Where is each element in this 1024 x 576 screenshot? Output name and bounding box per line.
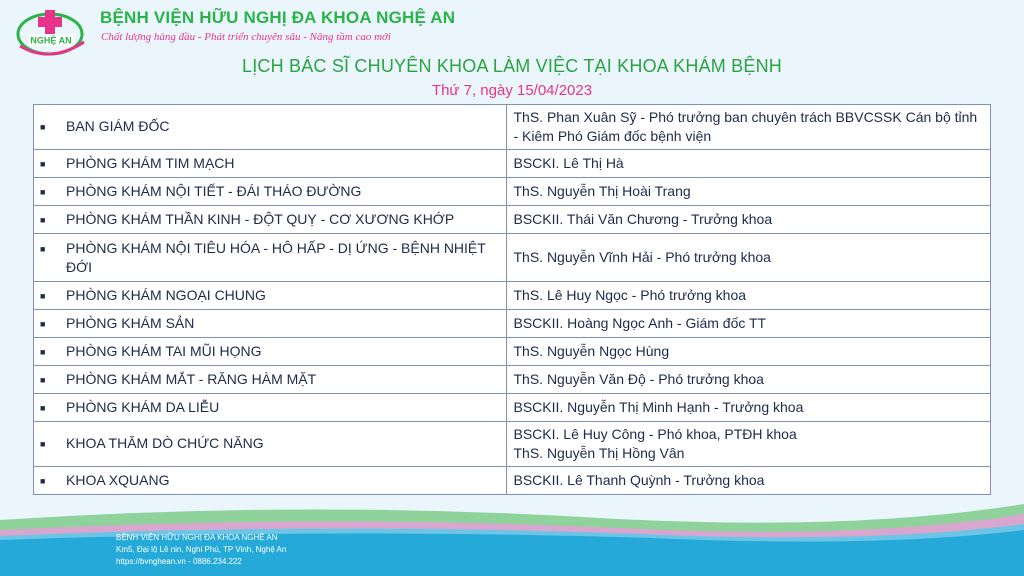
department-cell — [34, 206, 507, 234]
bullet-icon: ■ — [40, 158, 46, 169]
hospital-logo — [14, 6, 90, 58]
header — [0, 0, 1024, 60]
department-name: KHOA XQUANG — [66, 471, 170, 488]
table-row — [34, 422, 991, 467]
bullet-icon: ■ — [40, 402, 46, 413]
table-row — [34, 234, 991, 282]
doctor-cell — [507, 282, 991, 310]
doctor-name: ThS. Lê Huy Ngọc - Phó trưởng khoa — [513, 287, 747, 303]
footer-address: Km5, Đại lộ Lê nin, Nghi Phú, TP Vinh, Nghệ An — [116, 545, 287, 554]
table-row — [34, 366, 991, 394]
doctor-name: BSCKI. Lê Huy Công - Phó khoa, PTĐH khoa — [513, 426, 797, 442]
doctor-name: ThS. Nguyễn Vĩnh Hải - Phó trưởng khoa — [513, 249, 771, 265]
doctor-cell — [507, 366, 991, 394]
bullet-icon: ■ — [40, 475, 46, 486]
department-name: PHÒNG KHÁM THẦN KINH - ĐỘT QUỴ - CƠ XƯƠNG KHỚP — [66, 210, 455, 227]
doctor-name: BSCKII. Lê Thanh Quỳnh - Trưởng khoa — [513, 472, 765, 488]
doctor-cell — [507, 394, 991, 422]
department-cell — [34, 338, 507, 366]
table-row — [34, 310, 991, 338]
doctor-cell — [507, 310, 991, 338]
department-cell — [34, 422, 507, 467]
doctor-name: ThS. Nguyễn Thị Hồng Vân — [513, 445, 685, 461]
department-name: PHÒNG KHÁM SẢN — [66, 314, 195, 331]
department-name: PHÒNG KHÁM NỘI TIẾT - ĐÁI THÁO ĐƯỜNG — [66, 182, 362, 199]
hospital-name: BỆNH VIỆN HỮU NGHỊ ĐA KHOA NGHỆ AN — [100, 8, 456, 27]
doctor-cell — [507, 206, 991, 234]
schedule-table-body — [34, 105, 991, 495]
department-name: PHÒNG KHÁM NỘI TIÊU HÓA - HÔ HẤP - DỊ ỨNG - BỆNH NHIỆT ĐỚI — [66, 239, 486, 275]
department-name: BAN GIÁM ĐỐC — [66, 118, 170, 134]
doctor-cell — [507, 234, 991, 282]
department-name: PHÒNG KHÁM DA LIỄU — [66, 398, 220, 415]
table-row — [34, 178, 991, 206]
department-cell — [34, 150, 507, 178]
table-row — [34, 150, 991, 178]
bullet-icon: ■ — [40, 243, 46, 254]
bullet-icon: ■ — [40, 122, 46, 132]
bullet-icon: ■ — [40, 214, 46, 225]
table-row — [34, 467, 991, 495]
doctor-cell — [507, 422, 991, 467]
doctor-cell — [507, 467, 991, 495]
department-cell — [34, 178, 507, 206]
footer-contact: https://bvnghean.vn - 0886.234.222 — [116, 557, 242, 566]
department-cell — [34, 310, 507, 338]
page-subtitle: Thứ 7, ngày 15/04/2023 — [431, 82, 593, 99]
doctor-name: BSCKI. Lê Thị Hà — [513, 155, 624, 171]
doctor-cell — [507, 178, 991, 206]
bullet-icon: ■ — [40, 439, 46, 449]
bullet-icon: ■ — [40, 290, 46, 301]
department-name: PHÒNG KHÁM NGOẠI CHUNG — [66, 286, 266, 303]
doctor-name: ThS. Nguyễn Văn Độ - Phó trưởng khoa — [513, 371, 764, 387]
department-cell — [34, 467, 507, 495]
logo-text: NGHỆ AN — [30, 35, 72, 46]
table-row — [34, 206, 991, 234]
department-cell — [34, 282, 507, 310]
doctor-name: ThS. Nguyễn Thị Hoài Trang — [513, 183, 691, 199]
doctor-cell — [507, 338, 991, 366]
doctor-name: BSCKII. Nguyễn Thị Minh Hạnh - Trưởng khoa — [513, 399, 804, 415]
doctor-name: BSCKII. Thái Văn Chương - Trưởng khoa — [513, 211, 773, 227]
department-name: KHOA THĂM DÒ CHỨC NĂNG — [66, 435, 264, 451]
doctor-name: BSCKII. Hoàng Ngọc Anh - Giám đốc TT — [513, 315, 767, 331]
bullet-icon: ■ — [40, 186, 46, 197]
doctor-name: ThS. Phan Xuân Sỹ - Phó trưởng ban chuyên trách BBVCSSK Cán bộ tỉnh - Kiêm Phó Giám đốc bệnh viện — [513, 109, 978, 144]
table-row — [34, 282, 991, 310]
department-cell — [34, 366, 507, 394]
doctor-cell — [507, 150, 991, 178]
doctor-cell — [507, 105, 991, 150]
page-title: LỊCH BÁC SĨ CHUYÊN KHOA LÀM VIỆC TẠI KHOA KHÁM BỆNH — [242, 56, 782, 76]
schedule-table — [33, 104, 991, 495]
department-name: PHÒNG KHÁM TIM MẠCH — [66, 154, 235, 171]
bullet-icon: ■ — [40, 346, 46, 357]
bullet-icon: ■ — [40, 374, 46, 385]
table-row — [34, 394, 991, 422]
department-cell — [34, 105, 507, 150]
table-row — [34, 105, 991, 150]
doctor-name: ThS. Nguyễn Ngọc Hùng — [513, 343, 670, 359]
department-cell — [34, 234, 507, 282]
hospital-slogan: Chất lượng hàng đầu - Phát triển chuyên sâu - Nâng tầm cao mới — [101, 31, 391, 43]
department-name: PHÒNG KHÁM MẮT - RĂNG HÀM MẶT — [66, 370, 317, 387]
department-cell — [34, 394, 507, 422]
department-name: PHÒNG KHÁM TAI MŨI HỌNG — [66, 342, 262, 359]
table-row — [34, 338, 991, 366]
bullet-icon: ■ — [40, 318, 46, 329]
footer-hospital-name: BỆNH VIỆN HỮU NGHỊ ĐA KHOA NGHỆ AN — [116, 533, 278, 542]
